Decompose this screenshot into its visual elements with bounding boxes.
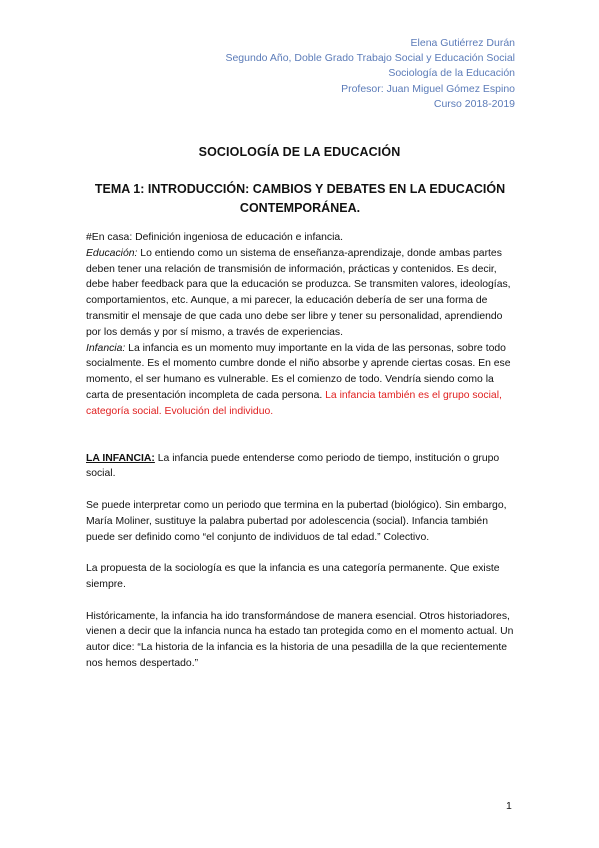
header-subject: Sociología de la Educación (388, 67, 515, 80)
page-header (225, 36, 515, 112)
homework-heading: #En casa: Definición ingeniosa de educación e infancia. (86, 232, 344, 243)
header-year: Curso 2018-2019 (433, 97, 515, 110)
infancia-heading: LA INFANCIA: (86, 452, 155, 464)
spacer (86, 545, 516, 561)
childhood-text: La infancia es un momento muy importante en la vida de las personas, sobre todo socialmente. Es el momento cumbre donde el niño absorbe y aprende ciertas cosas. En ese momento, el ser humano es vulnerable. Es el comienzo de todo. Vendría siendo como la carta de presentación incompleta de cada persona. (86, 342, 511, 401)
header-professor: Profesor: Juan Miguel Gómez Espino (341, 82, 515, 95)
spacer (86, 482, 516, 498)
paragraph-pubertad: Se puede interpretar como un periodo que termina en la pubertad (biológico). Sin embargo, María Moliner, sustituye la palabra pubertad por adolescencia (social). Infancia también puede ser definido como “el conjunto de individuos de tal edad.” Colectivo. (86, 499, 507, 543)
infancia-text: La infancia puede entenderse como periodo de tiempo, institución o grupo social. (86, 452, 500, 480)
education-label: Educación: (86, 247, 138, 259)
header-author: Elena Gutiérrez Durán (410, 37, 515, 49)
education-text: Lo entiendo como un sistema de enseñanza-aprendizaje, donde ambas partes deben tener una relación de transmisión de información, prácticas y contenidos. Es decir, debe haber feedback para que la educación se produzca. Se transmiten valores, ideologías, comportamientos, etc. Aunque, a mi parecer, la educación debería de ser una forma de transmitir el mensaje de que cada uno debe ser libre y tener su personalidad, aprendiendo por los demás y por sí mismo, a través de experiencias. (86, 247, 511, 338)
document-body (86, 230, 516, 672)
childhood-paragraph (86, 341, 516, 420)
spacer (86, 593, 516, 609)
education-paragraph (86, 246, 516, 341)
childhood-label: Infancia: (86, 342, 126, 354)
infancia-paragraph (86, 451, 516, 483)
page-number: 1 (506, 800, 512, 812)
childhood-red-note: La infancia también es el grupo social, categoría social. Evolución del individuo. (86, 389, 502, 417)
header-degree: Segundo Año, Doble Grado Trabajo Social y Educación Social (225, 52, 515, 65)
spacer (86, 420, 516, 451)
paragraph-sociologia: La propuesta de la sociología es que la infancia es una categoría permanente. Que existe siempre. (86, 563, 500, 590)
document-subtitle: TEMA 1: INTRODUCCIÓN: CAMBIOS Y DEBATES EN LA EDUCACIÓN CONTEMPORÁNEA. (94, 182, 506, 215)
document-title: SOCIOLOGÍA DE LA EDUCACIÓN (198, 145, 401, 159)
paragraph-historia: Históricamente, la infancia ha ido transformándose de manera esencial. Otros historiadores, vienen a decir que la infancia nunca ha estado tan protegida como en el momento actual. Un autor dice: “La historia de la infancia es la historia de una pesadilla de la que recientemente nos hemos despertado.” (86, 610, 514, 669)
